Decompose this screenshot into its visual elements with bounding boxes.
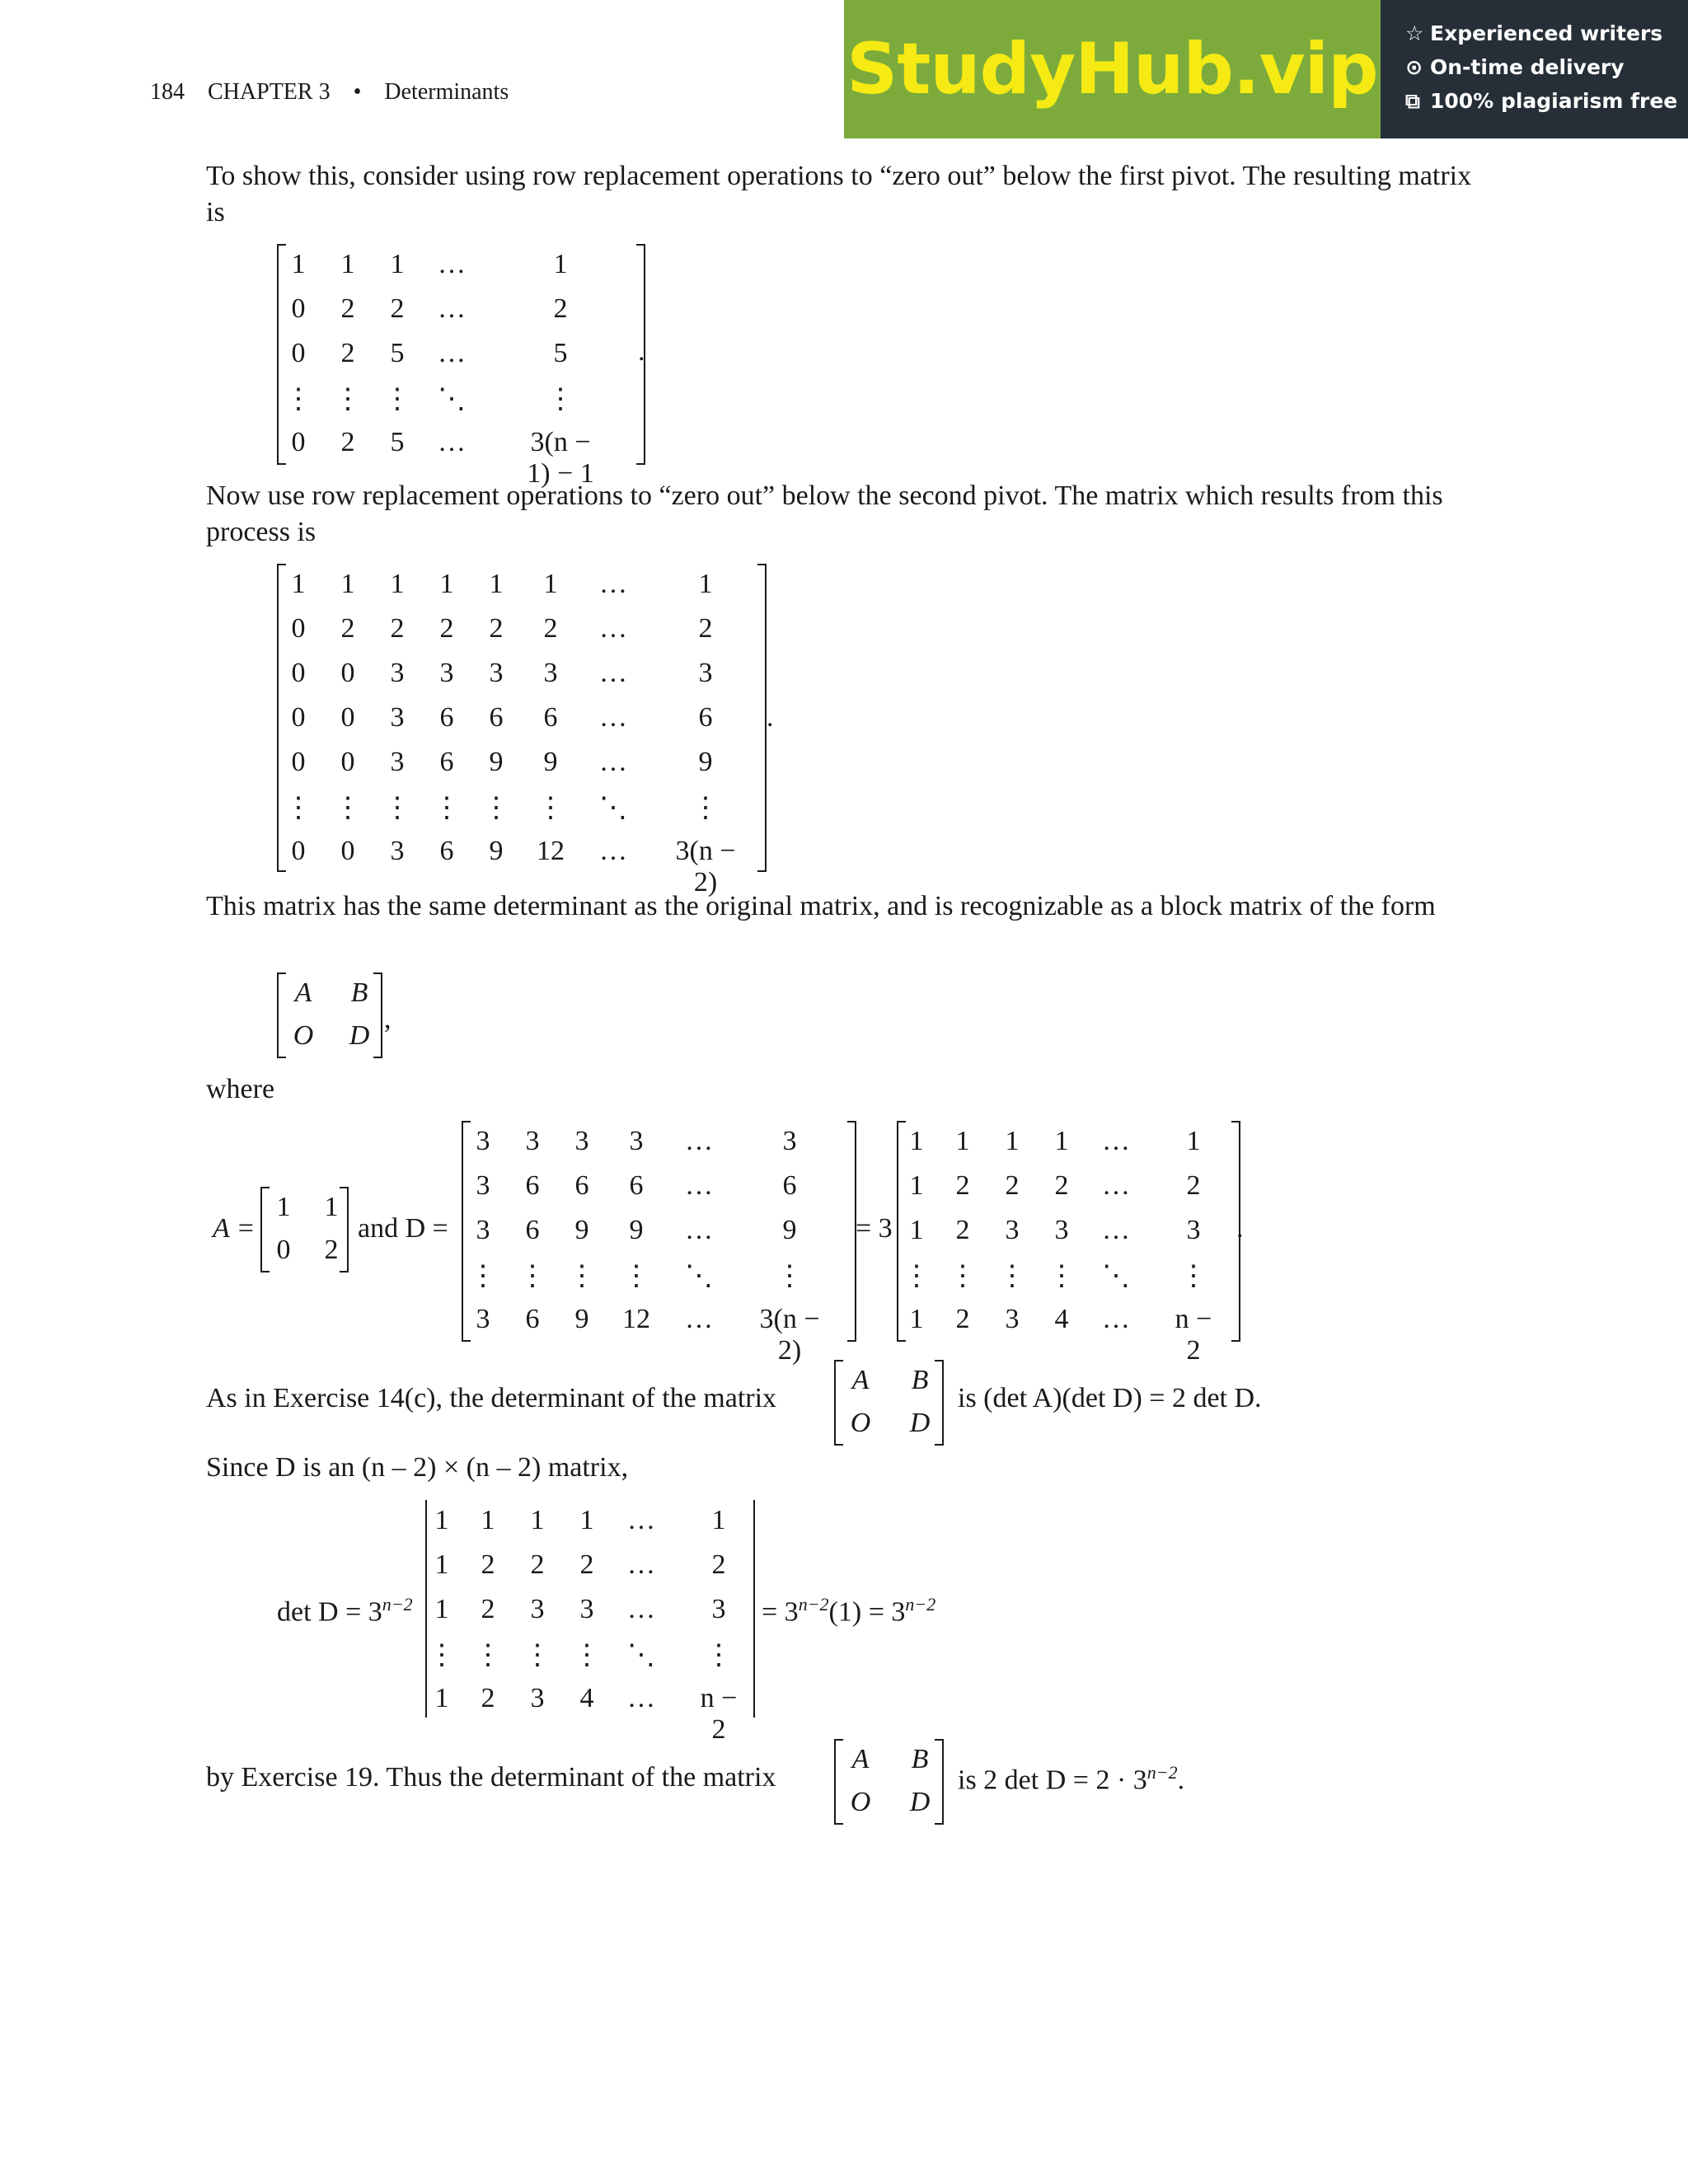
- page-header: [150, 79, 509, 105]
- header-bullet: •: [353, 79, 362, 105]
- matrix-cell: 2: [553, 293, 568, 324]
- matrix-cell: 2: [481, 1683, 495, 1713]
- matrix-cell: 9: [489, 747, 504, 777]
- matrix-cell: …: [685, 1215, 713, 1245]
- matrix-cell: 6: [525, 1170, 540, 1201]
- matrix-cell: 2: [489, 613, 504, 644]
- matrix-cell: ⋮: [546, 384, 574, 415]
- matrix-cell: 0: [291, 702, 306, 733]
- matrix-cell: 1: [340, 569, 355, 599]
- matrix-cell: ⋮: [776, 1261, 804, 1291]
- matrix-cell: ⋮: [949, 1261, 977, 1291]
- matrix-cell: 3: [489, 658, 504, 688]
- exercise-14-text: As in Exercise 14(c), the determinant of the matrix: [206, 1383, 777, 1413]
- matrix-cell: …: [627, 1683, 655, 1713]
- section-label: Determinants: [384, 79, 509, 105]
- matrix-A: [260, 1187, 351, 1272]
- matrix-cell: 3: [476, 1126, 490, 1156]
- studyhub-logo[interactable]: StudyHub.vip: [846, 28, 1378, 110]
- matrix-cell: …: [599, 747, 627, 777]
- matrix-cell: 2: [390, 293, 405, 324]
- matrix-cell: O: [293, 1020, 314, 1051]
- matrix-cell: 9: [489, 836, 504, 866]
- matrix-cell: 3: [476, 1304, 490, 1334]
- matrix-cell: 3: [390, 747, 405, 777]
- matrix-cell: 2: [698, 613, 713, 644]
- matrix-cell: 3: [579, 1594, 594, 1624]
- matrix-cell: n − 2: [700, 1683, 738, 1745]
- matrix-cell: …: [599, 702, 627, 733]
- and-D-label: and D =: [358, 1213, 448, 1244]
- matrix-cell: ⋱: [599, 793, 627, 823]
- matrix-cell: 2: [340, 293, 355, 324]
- matrix-cell: 2: [439, 613, 454, 644]
- matrix-cell: ⋮: [334, 384, 362, 415]
- matrix-cell: 1: [390, 569, 405, 599]
- matrix-cell: B: [911, 1365, 929, 1395]
- matrix-cell: 4: [579, 1683, 594, 1713]
- matrix-cell: 6: [439, 747, 454, 777]
- matrix-cell: ⋮: [622, 1261, 650, 1291]
- matrix-cell: ⋮: [568, 1261, 596, 1291]
- matrix-cell: ⋮: [334, 793, 362, 823]
- matrix-cell: 3: [629, 1126, 644, 1156]
- matrix-cell: 2: [340, 613, 355, 644]
- matrix-cell: 5: [390, 427, 405, 457]
- matrix-cell: 9: [574, 1304, 589, 1334]
- matrix-cell: 2: [340, 427, 355, 457]
- matrix-cell: 3: [782, 1126, 797, 1156]
- matrix-cell: 6: [439, 836, 454, 866]
- matrix-cell: ⋮: [433, 793, 461, 823]
- matrix-cell: 6: [629, 1170, 644, 1201]
- matrix-cell: 3(n − 2): [759, 1304, 820, 1366]
- matrix-cell: 3(n − 2): [675, 836, 736, 898]
- matrix-cell: 2: [1054, 1170, 1069, 1201]
- matrix-cell: 2: [955, 1215, 970, 1245]
- matrix-2-period: .: [767, 702, 774, 733]
- matrix-cell: 3: [698, 658, 713, 688]
- matrix-cell: 1: [434, 1549, 449, 1580]
- matrix-cell: 9: [698, 747, 713, 777]
- matrix-cell: A: [294, 977, 312, 1008]
- matrix-cell: D: [909, 1787, 931, 1817]
- matrix-cell: ⋮: [1048, 1261, 1076, 1291]
- matrix-cell: 0: [291, 613, 306, 644]
- matrix-cell: 1: [543, 569, 558, 599]
- matrix-cell: 1: [909, 1126, 924, 1156]
- matrix-cell: …: [599, 836, 627, 866]
- paragraph-2: Now use row replacement operations to “zero out” below the second pivot. The matrix which results from this process is: [206, 480, 1443, 547]
- matrix-cell: 3: [476, 1170, 490, 1201]
- matrix-cell: ⋮: [705, 1640, 733, 1671]
- matrix-cell: 1: [711, 1505, 726, 1535]
- matrix-cell: 0: [276, 1235, 291, 1265]
- matrix-cell: 0: [291, 747, 306, 777]
- matrix-cell: ⋮: [537, 793, 565, 823]
- matrix-cell: ⋮: [284, 384, 312, 415]
- matrix-cell: D: [349, 1020, 370, 1051]
- matrix-cell: 12: [622, 1304, 650, 1334]
- matrix-cell: 3: [530, 1594, 545, 1624]
- feature-writers: ☆ Experienced writers: [1405, 21, 1663, 45]
- matrix-cell: 1: [1186, 1126, 1201, 1156]
- matrix-2-left-bracket: [277, 564, 286, 872]
- matrix-cell: ⋱: [627, 1640, 655, 1671]
- matrix-cell: 1: [276, 1192, 291, 1222]
- matrix-cell: 6: [574, 1170, 589, 1201]
- block-matrix-form: [277, 972, 384, 1058]
- matrix-cell: 4: [1054, 1304, 1069, 1334]
- matrix-cell: 6: [525, 1304, 540, 1334]
- matrix-cell: ⋱: [1102, 1261, 1130, 1291]
- determinant-D: [425, 1500, 758, 1745]
- matrix-cell: 1: [1005, 1126, 1020, 1156]
- matrix-cell: …: [438, 293, 466, 324]
- matrix-cell: 1: [698, 569, 713, 599]
- matrix-cell: 2: [324, 1235, 339, 1265]
- matrix-cell: ⋮: [573, 1640, 601, 1671]
- matrix-cell: n − 2: [1175, 1304, 1212, 1366]
- matrix-cell: 1: [434, 1594, 449, 1624]
- matrix-cell: …: [599, 569, 627, 599]
- matrix-cell: ⋮: [1179, 1261, 1207, 1291]
- matrix-cell: 2: [390, 613, 405, 644]
- matrix-cell: 3: [476, 1215, 490, 1245]
- matrix-cell: 2: [711, 1549, 726, 1580]
- matrix-cell: ⋮: [469, 1261, 497, 1291]
- matrix-cell: …: [438, 338, 466, 368]
- matrix-1-left-bracket: [277, 244, 286, 465]
- matrix-cell: …: [438, 427, 466, 457]
- matrix-cell: 2: [481, 1549, 495, 1580]
- matrix-cell: B: [911, 1744, 929, 1774]
- matrix-cell: 1: [340, 249, 355, 279]
- matrix-cell: B: [350, 977, 368, 1008]
- matrix-cell: ⋮: [383, 384, 411, 415]
- chapter-label: CHAPTER 3: [208, 79, 331, 105]
- matrix-cell: …: [685, 1304, 713, 1334]
- matrix-cell: 2: [1005, 1170, 1020, 1201]
- matrix-cell: 5: [390, 338, 405, 368]
- matrix-cell: ⋮: [428, 1640, 456, 1671]
- matrix-cell: 1: [481, 1505, 495, 1535]
- matrix-cell: …: [685, 1126, 713, 1156]
- matrix-cell: 1: [553, 249, 568, 279]
- matrix-cell: 9: [543, 747, 558, 777]
- matrix-cell: 0: [291, 338, 306, 368]
- matrix-cell: 6: [525, 1215, 540, 1245]
- matrix-cell: …: [627, 1549, 655, 1580]
- since-D-text: Since D is an (n – 2) × (n – 2) matrix,: [206, 1452, 629, 1483]
- matrix-cell: D: [909, 1408, 931, 1438]
- matrix-D: [462, 1121, 857, 1366]
- matrix-cell: A: [851, 1365, 870, 1395]
- matrix-cell: 3: [1054, 1215, 1069, 1245]
- matrix-cell: 6: [543, 702, 558, 733]
- matrix-cell: ⋮: [284, 793, 312, 823]
- matrix-cell: 3: [525, 1126, 540, 1156]
- matrix-D-factored: [897, 1121, 1243, 1366]
- page-number: 184: [150, 79, 185, 105]
- matrix-cell: 1: [579, 1505, 594, 1535]
- paragraph-1: To show this, consider using row replacement operations to “zero out” below the first pivot. The resulting matrix is: [206, 161, 1472, 227]
- paragraph-3: This matrix has the same determinant as the original matrix, and is recognizable as a block matrix of the form: [206, 891, 1436, 921]
- block-matrix-ex14: [834, 1360, 946, 1446]
- matrix-cell: 3: [1005, 1215, 1020, 1245]
- matrix-cell: ⋮: [474, 1640, 502, 1671]
- matrix-cell: 1: [390, 249, 405, 279]
- matrix-cell: 6: [782, 1170, 797, 1201]
- feature-plagiarism: ⧉ 100% plagiarism free: [1405, 89, 1678, 113]
- matrix-cell: ⋱: [685, 1261, 713, 1291]
- final-result: is 2 $\det D = 2 \cdot 3^{n-2}$.: [958, 1762, 1185, 1796]
- matrix-cell: 0: [340, 702, 355, 733]
- matrix-cell: …: [627, 1594, 655, 1624]
- matrix-cell: …: [1102, 1304, 1130, 1334]
- matrix-cell: 12: [537, 836, 565, 866]
- matrix-cell: ⋮: [903, 1261, 931, 1291]
- matrix-1-period: .: [638, 336, 645, 367]
- matrix-cell: 0: [291, 836, 306, 866]
- clock-icon: ⊙: [1405, 55, 1423, 79]
- matrix-cell: 1: [434, 1683, 449, 1713]
- matrix-cell: 1: [434, 1505, 449, 1535]
- matrix-cell: 3: [530, 1683, 545, 1713]
- matrix-cell: 2: [579, 1549, 594, 1580]
- matrix-cell: …: [685, 1170, 713, 1201]
- matrix-cell: 3: [390, 836, 405, 866]
- matrix-cell: …: [627, 1505, 655, 1535]
- det-D-result: = $3^{n-2}(1) = 3^{n-2}$: [762, 1594, 936, 1628]
- matrix-cell: 1: [909, 1215, 924, 1245]
- matrix-cell: 1: [291, 249, 306, 279]
- matrix-cell: ⋮: [383, 793, 411, 823]
- matrix-cell: …: [1102, 1215, 1130, 1245]
- where-label: where: [206, 1074, 275, 1104]
- feature-delivery: ⊙ On-time delivery: [1405, 55, 1625, 79]
- matrix-cell: 0: [340, 836, 355, 866]
- matrix-D-period: .: [1236, 1213, 1244, 1244]
- matrix-cell: O: [850, 1408, 871, 1438]
- exercise-14-result: is (det A)(det D) = 2 det D.: [958, 1383, 1262, 1413]
- det-D-label: $\det D = 3^{n-2}$: [277, 1594, 413, 1628]
- matrix-cell: 0: [340, 658, 355, 688]
- matrix-cell: …: [1102, 1126, 1130, 1156]
- banner-features: [1381, 0, 1688, 138]
- matrix-cell: O: [850, 1787, 871, 1817]
- A-equals-label: A =: [213, 1213, 256, 1244]
- matrix-cell: ⋮: [482, 793, 510, 823]
- matrix-cell: 2: [1186, 1170, 1201, 1201]
- matrix-cell: 2: [955, 1304, 970, 1334]
- matrix-cell: 3: [711, 1594, 726, 1624]
- matrix-cell: 3: [390, 658, 405, 688]
- matrix-cell: 3: [1186, 1215, 1201, 1245]
- matrix-cell: 1: [291, 569, 306, 599]
- matrix-cell: 9: [629, 1215, 644, 1245]
- matrix-cell: …: [599, 613, 627, 644]
- exercise-19-text: by Exercise 19. Thus the determinant of the matrix: [206, 1762, 776, 1793]
- banner-logo-area[interactable]: [844, 0, 1381, 138]
- matrix-cell: ⋮: [518, 1261, 546, 1291]
- star-icon: ☆: [1405, 21, 1424, 45]
- matrix-cell: 2: [955, 1170, 970, 1201]
- matrix-cell: …: [438, 249, 466, 279]
- matrix-cell: 1: [909, 1170, 924, 1201]
- matrix-cell: 3: [390, 702, 405, 733]
- matrix-cell: 3: [1005, 1304, 1020, 1334]
- matrix-cell: 1: [324, 1192, 339, 1222]
- matrix-cell: 6: [439, 702, 454, 733]
- matrix-cell: 2: [530, 1549, 545, 1580]
- matrix-cell: 9: [574, 1215, 589, 1245]
- matrix-cell: A: [851, 1744, 870, 1774]
- matrix-cell: 1: [439, 569, 454, 599]
- block-comma: ,: [384, 1004, 392, 1034]
- matrix-cell: 1: [955, 1126, 970, 1156]
- matrix-cell: 3: [543, 658, 558, 688]
- matrix-cell: 5: [553, 338, 568, 368]
- matrix-cell: 6: [489, 702, 504, 733]
- matrix-cell: 0: [291, 427, 306, 457]
- equals-3-label: = 3: [856, 1213, 893, 1244]
- matrix-cell: ⋱: [438, 384, 466, 415]
- matrix-cell: 0: [291, 658, 306, 688]
- matrix-cell: 3: [439, 658, 454, 688]
- matrix-cell: 2: [543, 613, 558, 644]
- matrix-cell: 6: [698, 702, 713, 733]
- matrix-cell: 0: [340, 747, 355, 777]
- matrix-cell: …: [1102, 1170, 1130, 1201]
- matrix-2-right-bracket: [757, 564, 767, 872]
- matrix-2: [277, 564, 771, 898]
- studyhub-banner[interactable]: [844, 0, 1688, 138]
- matrix-cell: 9: [782, 1215, 797, 1245]
- matrix-cell: ⋮: [523, 1640, 551, 1671]
- matrix-cell: 2: [481, 1594, 495, 1624]
- copy-icon: ⧉: [1405, 89, 1420, 113]
- matrix-cell: 1: [1054, 1126, 1069, 1156]
- matrix-cell: 1: [489, 569, 504, 599]
- matrix-cell: 3(n − 1) − 1: [527, 427, 594, 489]
- block-matrix-ex19: [834, 1739, 946, 1825]
- matrix-cell: 1: [909, 1304, 924, 1334]
- matrix-cell: 1: [530, 1505, 545, 1535]
- matrix-cell: 2: [340, 338, 355, 368]
- matrix-1: [277, 244, 648, 489]
- matrix-cell: ⋮: [998, 1261, 1026, 1291]
- matrix-cell: 3: [574, 1126, 589, 1156]
- matrix-cell: 0: [291, 293, 306, 324]
- matrix-cell: …: [599, 658, 627, 688]
- matrix-cell: ⋮: [692, 793, 720, 823]
